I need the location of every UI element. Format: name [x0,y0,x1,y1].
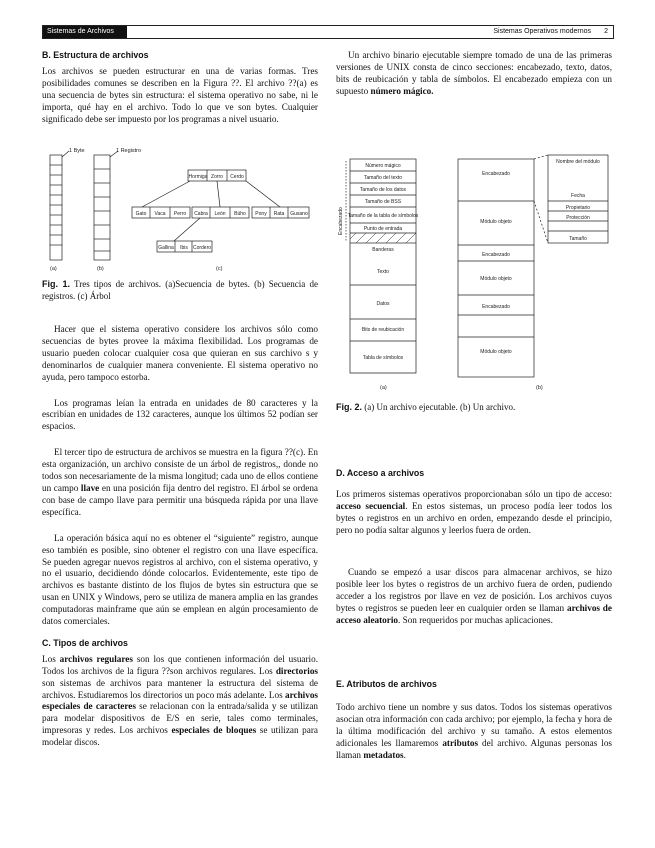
exec-field: Tamaño del texto [363,175,403,181]
header-book-title: Sistemas Operativos modernos [493,28,591,35]
hatched-flags [350,233,416,243]
exec-field: Banderas [372,247,394,253]
module-field: Nombre del módulo [556,159,600,165]
archive-block: Encabezado [482,304,510,310]
sublabel-b: (b) [536,385,543,391]
tree-node-text: Perro [173,211,187,217]
exec-field: Tamaño de BSS [364,199,402,205]
page-header [42,25,614,39]
archive-block: Módulo objeto [480,276,512,282]
tree-node-text: Gallina [158,245,174,251]
module-field: Propietario [565,205,591,211]
tree-node-text: León [214,211,226,217]
archive-block: Encabezado [482,171,510,177]
section-c-paragraph: Los archivos regulares son los que contienen información del usuario. Todos los archivos de la figura ??son archivos regulares. Los directorios son sistemas de archivos para mantener la estructura del sistema de archivos. Estudiaremos los directorios un poco más adelante. Los archivos especiales de caracteres se relacionan con la entrada/salida y se utilizan para modelar dispositivos de E/S en serie, tales como terminales, impresoras y redes. Los archivos especiales de bloques se utilizan para modelar discos. [42,653,319,748]
exec-body [350,243,416,373]
exec-field: Tamaño de los datos [359,187,407,193]
section-d-paragraph-1: Los primeros sistemas operativos proporcionaban sólo un tipo de acceso: acceso secuencial. En estos sistemas, un proceso podía leer todos los bytes o registros en un archivo en orden, empezando desde el principio, pero no podía saltar algunos y leerlos fuera de orden. [336,489,612,536]
byte-sequence [50,155,62,260]
module-header-detail [548,155,608,243]
tree-node-text: Cordero [192,245,212,251]
left-column-lower [42,279,318,758]
archive-column [458,159,534,377]
module-field: Protección [566,215,590,221]
tree-node-text: Gusano [290,211,308,217]
paragraph: El tercer tipo de estructura de archivos se muestra en la figura ??(c). En esta organización, un archivo consiste de un árbol de registros,, donde no todos son necesariamente de la misma longitud; cada uno de ellos contiene un campo llave en una posición fija dentro del registro. El árbol se ordena con base de campo llave para permitir una búsqueda rápida por una llave específica. [42,447,318,517]
archive-block: Módulo objeto [480,349,512,355]
page-number: 2 [604,28,608,35]
sublabel-b: (b) [97,266,104,272]
module-field: Fecha [571,193,585,199]
section-d-paragraph-2: Cuando se empezó a usar discos para almacenar archivos, se hizo posible leer los bytes o registros de un archivo fuera de orden, pudiendo acceder a los registros por llave en vez de posición. Los archivos cuyos bytes o registros se pueden leer en cualquier orden se llaman archivos de acceso aleatorio. Son requeridos por muchas aplicaciones. [336,567,612,625]
figure-1-caption: Fig. 1. Tres tipos de archivos. (a)Secuencia de bytes. (b) Secuencia de registros. (c) Árbol [42,279,318,301]
tree-node-text: Pony [255,211,267,217]
label-record: 1 Registro [116,148,142,154]
paragraph: Un archivo binario ejecutable siempre tomado de una de las primeras versiones de UNIX consta de cinco secciones: encabezado, texto, datos, bits de reubicación y tabla de símbolos. El encabezado empieza con un supuesto número mágico. [336,50,612,96]
tree-node-text: Ibis [180,245,188,251]
paragraph: Los programas leían la entrada en unidades de 80 caracteres y la escribían en unidades de 132 caracteres, aunque los últimos 52 podían ser espacios. [42,397,318,432]
exec-section: Datos [376,301,390,307]
archive-block: Módulo objeto [480,219,512,225]
exec-field: Número mágico [365,163,401,169]
record-cells [94,169,110,251]
section-e-title: E. Atributos de archivos [336,678,437,689]
header-side-label: Encabezado [338,207,344,235]
tree-node-text: Vaca [154,211,166,217]
exec-section: Tabla de símbolos [362,355,404,361]
exec-section: Bits de reubicación [361,327,405,333]
left-column [42,50,318,134]
byte-cells [50,165,62,245]
sublabel-a: (a) [50,266,57,272]
tree-node-text: Hormiga [188,174,208,180]
tree-node-text: Búho [234,211,246,217]
tree-node-text: Cabra [194,211,208,217]
record-sequence [94,155,110,260]
section-d-title: D. Acceso a archivos [336,467,425,478]
right-column [336,50,612,107]
exec-field: Tamaño de la tabla de símbolos [347,213,419,219]
exec-field: Punto de entrada [363,226,403,232]
archive-block: Encabezado [482,252,510,258]
tree-node-text: Zorro [211,174,223,180]
sublabel-a: (a) [380,385,387,391]
section-c-title: C. Tipos de archivos [42,637,128,648]
section-b-title: B. Estructura de archivos [42,50,149,60]
tree-node-text: Rata [273,211,285,217]
module-field: Tamaño [569,236,587,242]
tree-node-text: Gato [135,211,147,217]
header-section-title: Sistemas de Archivos [43,26,127,38]
section-e-paragraph: Todo archivo tiene un nombre y sus datos. Todos los sistemas operativos asocian otra información con cada archivo; por ejemplo, la fecha y hora de la última modificación del archivo y su tamaño. A estos elementos adicionales les llamaremos atributos del archivo. Algunas personas los llaman metadatos. [336,702,612,761]
sublabel-c: (c) [216,266,223,272]
paragraph: Hacer que el sistema operativo considere los archivos sólo como secuencias de bytes provee la máxima flexibilidad. Los programas de usuario pueden colocar cualquier cosa que quieran en sus carchivo s y denominarlos de cualquier manera conveniente. El sistema operativo no ayuda, pero tampoco estorba. [42,324,318,382]
figure-2-caption: Fig. 2. (a) Un archivo ejecutable. (b) Un archivo. [336,402,516,412]
right-column-lower [336,402,612,771]
paragraph: La operación básica aquí no es obtener el “siguiente” registro, aunque eso también es posible, sino obtener el registro con una llave específica. Se pueden agregar nuevos registros al archivo, con el sistema operativo, y no el usuario, decidiendo dónde colocarlos. Evidentemente, este tipo de archivos es bastante distinto de los flujos de bytes sin estructura que se usan en UNIX y Windows, pero se utiliza de manera amplia en las grandes computadoras mainframe que aún se emplean en algún procesamiento de datos comerciales. [42,532,318,627]
figure-2 [336,145,612,395]
tree-node-text: Cerdo [230,174,244,180]
figure-1 [42,145,318,275]
section-b-paragraph: Los archivos se pueden estructurar en una de varias formas. Tres posibilidades comunes se describen en la Figura ??. El archivo ??(a) es una secuencia de bytes sin estructura: el sistema operativo no sabe, ni le importa, qué hay en el archivo. Todo lo que ve son bytes. Cualquier significado debe ser impuesto por los programas a nivel usuario. [42,65,318,124]
label-byte: 1 Byte [69,148,85,154]
exec-section: Texto [377,269,389,275]
